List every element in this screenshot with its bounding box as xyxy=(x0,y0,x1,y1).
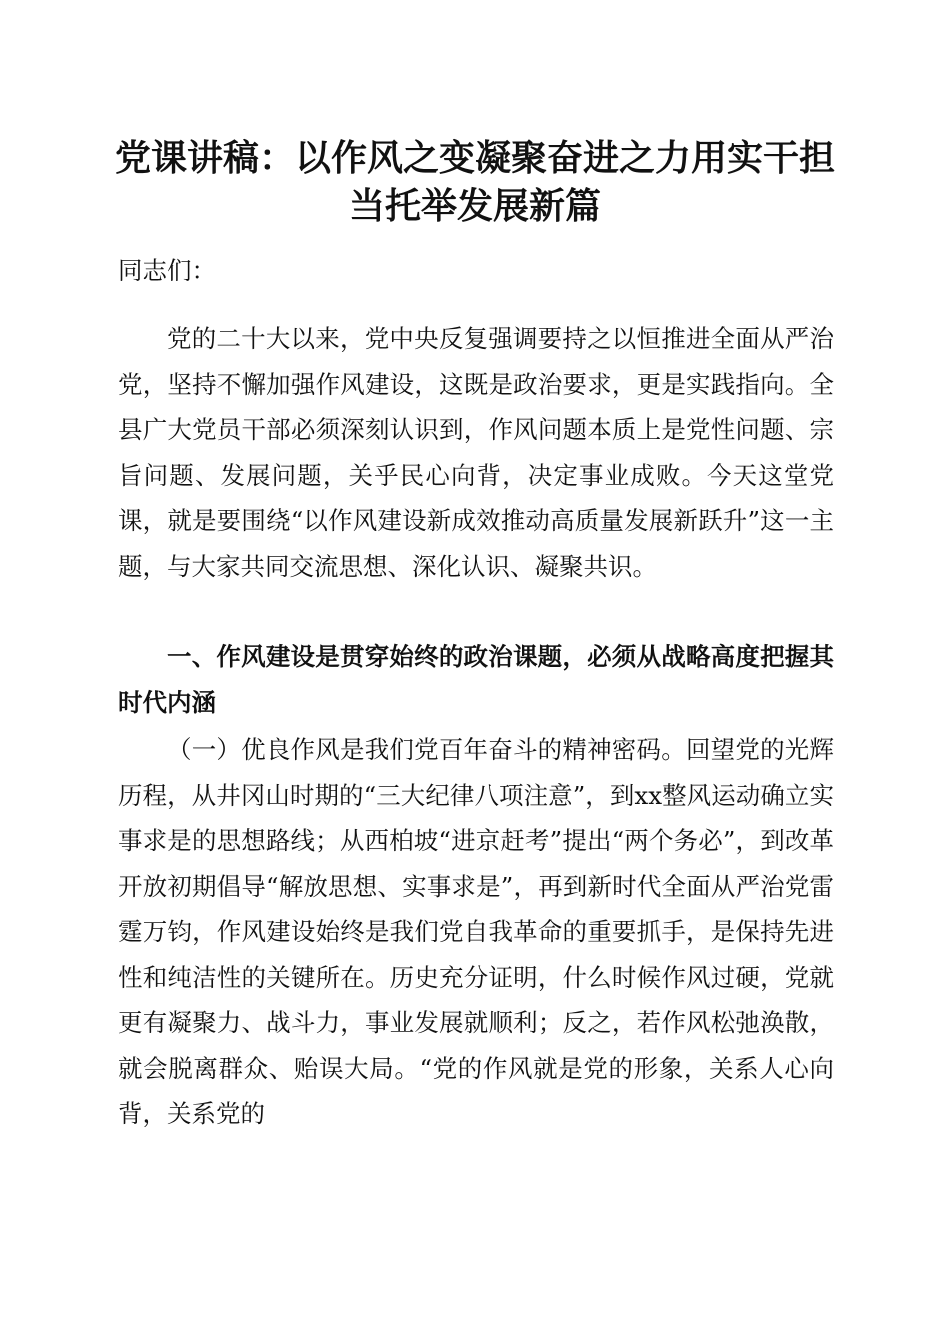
greeting: 同志们： xyxy=(118,256,216,285)
document-title: 党课讲稿：以作风之变凝聚奋进之力用实干担当托举发展新篇 xyxy=(114,137,835,227)
section-heading-1: 一、作风建设是贯穿始终的政治课题，必须从战略高度把握其时代内涵 xyxy=(118,642,834,717)
paragraph-section-1-1: （一）优良作风是我们党百年奋斗的精神密码。回望党的光辉历程，从井冈山时期的“三大纪律八项注意”，到xx整风运动确立实事求是的思想路线；从西柏坡“进京赶考”提出“两个务必”，到改革开放初期倡导“解放思想、实事求是”，再到新时代全面从严治党雷霆万钧，作风建设始终是我们党自我革命的重要抓手，是保持先进性和纯洁性的关键所在。历史充分证明，什么时候作风过硬，党就更有凝聚力、战斗力，事业发展就顺利；反之，若作风松弛涣散，就会脱离群众、贻误大局。“党的作风就是党的形象，关系人心向背，关系党的 xyxy=(118,735,834,1128)
paragraph-intro: 党的二十大以来，党中央反复强调要持之以恒推进全面从严治党，坚持不懈加强作风建设，这既是政治要求，更是实践指向。全县广大党员干部必须深刻认识到，作风问题本质上是党性问题、宗旨问题、发展问题，关乎民心向背，决定事业成败。今天这堂党课，就是要围绕“以作风建设新成效推动高质量发展新跃升”这一主题，与大家共同交流思想、深化认识、凝聚共识。 xyxy=(118,324,834,581)
